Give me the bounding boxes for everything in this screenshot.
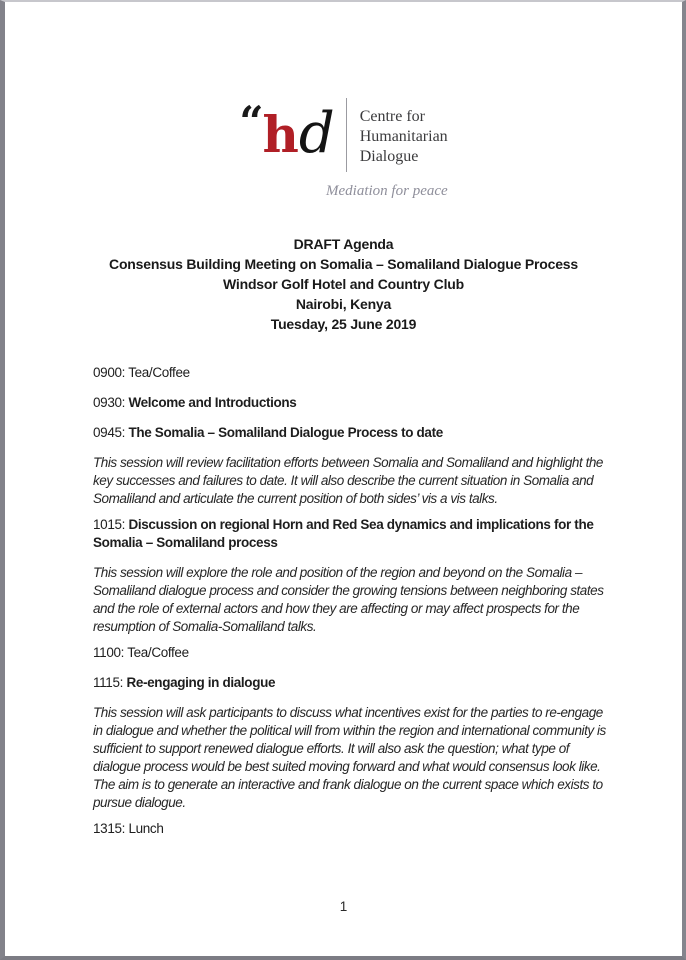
agenda-title: The Somalia – Somaliland Dialogue Process to date xyxy=(128,425,443,440)
agenda-title: Re-engaging in dialogue xyxy=(126,675,276,690)
agenda-item-1100 xyxy=(93,644,613,662)
title-line-meeting-name: Consensus Building Meeting on Somalia – Somaliland Dialogue Process xyxy=(109,256,578,272)
logo-tagline: Mediation for peace xyxy=(326,183,448,199)
hd-logo-lockup xyxy=(239,96,447,172)
hd-logo-mark xyxy=(239,96,334,172)
agenda-item-0945 xyxy=(93,424,613,442)
agenda-item-1315 xyxy=(93,820,613,838)
title-line-venue: Windsor Golf Hotel and Country Club xyxy=(223,276,464,292)
logo-org-line: Centre for xyxy=(359,108,426,125)
agenda-body xyxy=(93,364,613,838)
agenda-title: Discussion on regional Horn and Red Sea dynamics and implications for the Somalia – Somaliland process xyxy=(93,517,594,550)
agenda-time: 1015: xyxy=(93,517,126,532)
agenda-time: 0900: xyxy=(93,365,126,380)
agenda-item-1015 xyxy=(93,516,613,552)
agenda-item-0900 xyxy=(93,364,613,382)
agenda-title: Tea/Coffee xyxy=(128,365,190,380)
agenda-time: 0930: xyxy=(93,395,126,410)
agenda-item-1115 xyxy=(93,674,613,692)
agenda-title: Tea/Coffee xyxy=(127,645,189,660)
session-description-1115: This session will ask participants to discuss what incentives exist for the parties to re-engage in dialogue and whether the political will from within the region and international community is sufficient to support renewed dialogue efforts. It will also ask the question; what type of dialogue process would be best suited moving forward and what would consensus look like. The aim is to generate an interactive and frank dialogue on the current space which exists to pursue dialogue. xyxy=(93,705,606,810)
session-description-0945: This session will review facilitation efforts between Somalia and Somaliland and highlight the key successes and failures to date. It will also describe the current situation in Somalia and Somaliland and articulate the current position of both sides’ vis a vis talks. xyxy=(93,455,603,506)
document-title-block xyxy=(45,234,642,334)
title-line-date: Tuesday, 25 June 2019 xyxy=(270,316,417,332)
logo-letter-h: h xyxy=(262,105,299,164)
logo-org-line: Dialogue xyxy=(359,148,419,165)
agenda-time: 1315: xyxy=(93,821,126,836)
agenda-time: 1100: xyxy=(93,645,125,660)
title-line-city: Nairobi, Kenya xyxy=(295,296,392,312)
logo-divider xyxy=(346,98,347,172)
logo-org-name xyxy=(360,96,448,167)
logo-org-line: Humanitarian xyxy=(359,128,448,145)
agenda-time: 0945: xyxy=(93,425,126,440)
agenda-time: 1115: xyxy=(93,675,124,690)
session-description-1015: This session will explore the role and position of the region and beyond on the Somalia – Somaliland dialogue process and consider the growing tensions between neighboring states and the role of external actors and how they are affecting or may affect prospects for the resumption of Somalia-Somaliland talks. xyxy=(93,565,604,634)
logo-letter-d: d xyxy=(298,101,335,166)
hd-logo xyxy=(239,96,447,200)
agenda-title: Lunch xyxy=(128,821,164,836)
agenda-item-0930 xyxy=(93,394,613,412)
logo-quote-icon: “ xyxy=(239,97,261,146)
title-line-draft-agenda: DRAFT Agenda xyxy=(293,236,394,252)
page-number: 1 xyxy=(339,899,348,914)
agenda-title: Welcome and Introductions xyxy=(128,395,297,410)
